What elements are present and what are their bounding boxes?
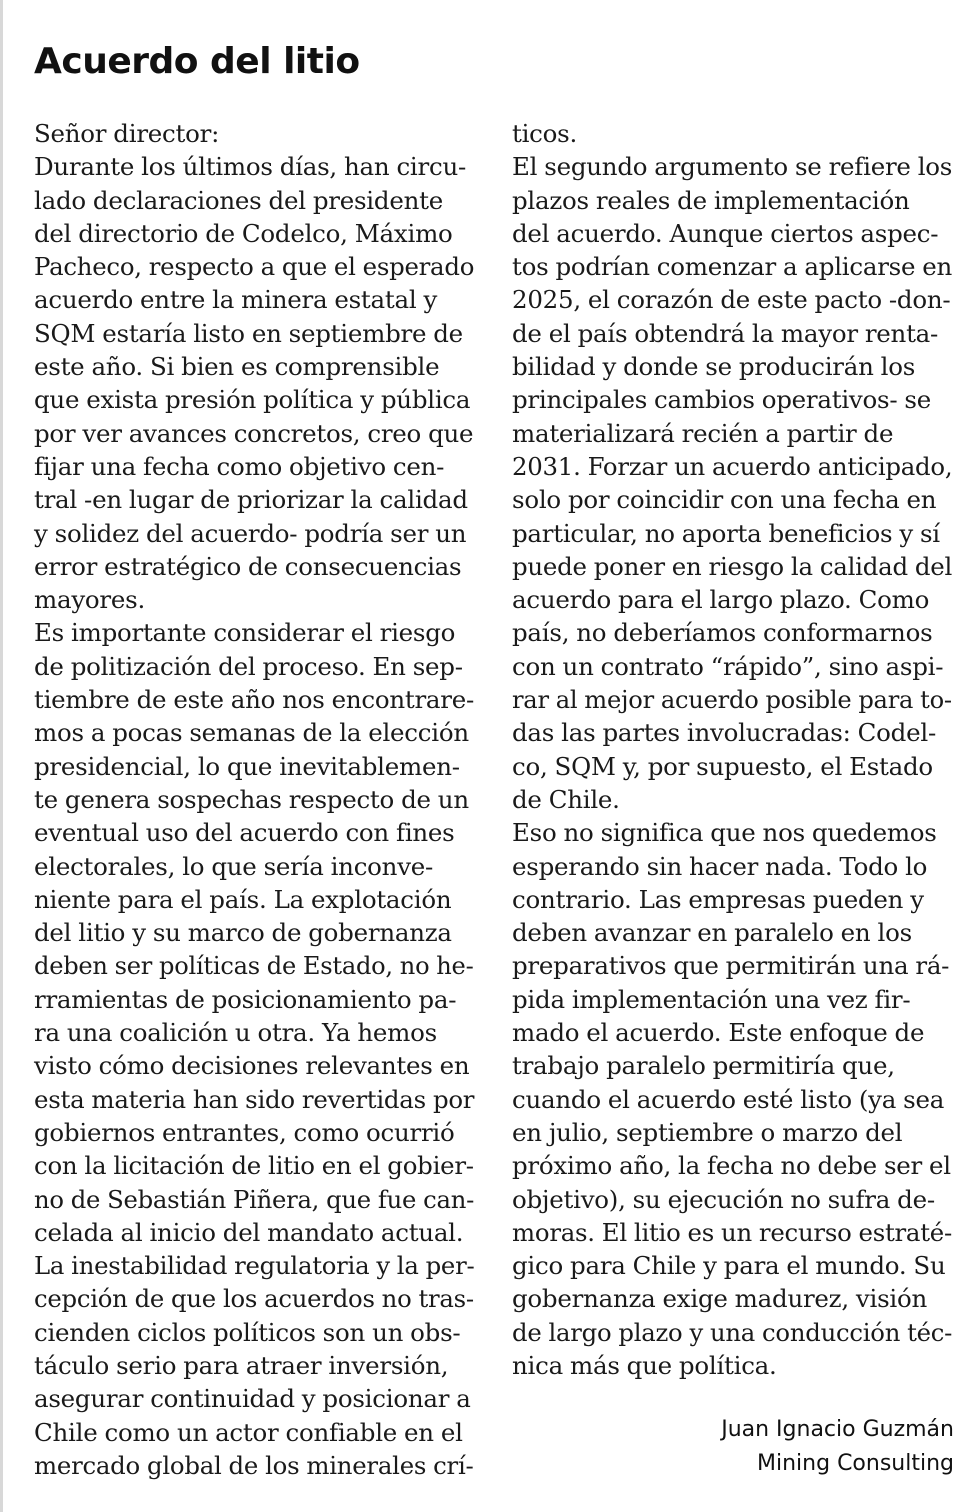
text-line: deben ser políticas de Estado, no he- — [34, 951, 474, 981]
text-line: celada al inicio del mandato actual. — [34, 1217, 464, 1247]
text-line: país, no deberíamos conformarnos — [512, 618, 933, 648]
text-line: rramientas de posicionamiento pa- — [34, 984, 457, 1014]
text-line: del acuerdo. Aunque ciertos aspec- — [512, 218, 939, 248]
text-line: y solidez del acuerdo- podría ser un — [34, 518, 467, 548]
author-affiliation: Mining Consulting — [757, 1451, 954, 1476]
text-line: esta materia han sido revertidas por — [34, 1084, 475, 1114]
text-line: particular, no aporta beneficios y sí — [512, 518, 940, 548]
text-line: próximo año, la fecha no debe ser el — [512, 1151, 951, 1181]
text-line: La inestabilidad regulatoria y la per- — [34, 1251, 475, 1281]
text-line: presidencial, lo que inevitablemen- — [34, 751, 460, 781]
text-line: moras. El litio es un recurso estraté- — [512, 1217, 952, 1247]
text-line: gobernanza exige madurez, visión — [512, 1284, 928, 1314]
text-line: puede poner en riesgo la calidad del — [512, 551, 953, 581]
text-line: electorales, lo que sería inconve- — [34, 851, 434, 881]
text-line: preparativos que permitirán una rá- — [512, 951, 950, 981]
text-line: ticos. — [512, 119, 578, 148]
text-line: acuerdo para el largo plazo. Como — [512, 585, 930, 615]
text-line: error estratégico de consecuencias — [34, 551, 462, 581]
text-line: das las partes involucradas: Codel- — [512, 718, 936, 748]
text-line: materializará recién a partir de — [512, 418, 894, 448]
text-line: trabajo paralelo permitiría que, — [512, 1051, 895, 1081]
text-line: pida implementación una vez fir- — [512, 984, 911, 1014]
text-line: con la licitación de litio en el gobier- — [34, 1151, 474, 1181]
text-line: visto cómo decisiones relevantes en — [34, 1051, 470, 1081]
author-name: Juan Ignacio Guzmán — [721, 1417, 954, 1442]
text-line: esperando sin hacer nada. Todo lo — [512, 851, 928, 881]
text-line: rar al mejor acuerdo posible para to- — [512, 685, 952, 715]
text-line: táculo serio para atraer inversión, — [34, 1350, 449, 1380]
text-line: niente para el país. La explotación — [34, 884, 452, 914]
text-line: este año. Si bien es comprensible — [34, 352, 440, 382]
text-line: cuando el acuerdo esté listo (ya sea — [512, 1084, 945, 1114]
text-line: nica más que política. — [512, 1350, 777, 1380]
text-line: mos a pocas semanas de la elección — [34, 718, 469, 748]
text-line: del litio y su marco de gobernanza — [34, 918, 452, 948]
text-line: por ver avances concretos, creo que — [34, 418, 474, 448]
text-line: te genera sospechas respecto de un — [34, 784, 469, 814]
column-divider — [0, 0, 3, 1512]
text-line: gobiernos entrantes, como ocurrió — [34, 1117, 455, 1147]
text-line: de Chile. — [512, 784, 620, 814]
text-line: cepción de que los acuerdos no tras- — [34, 1284, 474, 1314]
text-line: en julio, septiembre o marzo del — [512, 1117, 903, 1147]
text-line: El segundo argumento se refiere los — [512, 152, 953, 182]
text-line: tral -en lugar de priorizar la calidad — [34, 485, 468, 515]
text-line: Durante los últimos días, han circu- — [34, 152, 467, 182]
letter-body-right-column — [512, 117, 952, 1382]
text-line: plazos reales de implementación — [512, 185, 910, 215]
text-line: fijar una fecha como objetivo cen- — [34, 451, 445, 481]
text-line: gico para Chile y para el mundo. Su — [512, 1251, 946, 1281]
text-line: tiembre de este año nos encontrare- — [34, 685, 475, 715]
text-line: lado declaraciones del presidente — [34, 185, 443, 215]
text-line: de largo plazo y una conducción téc- — [512, 1317, 953, 1347]
text-line: deben avanzar en paralelo en los — [512, 918, 912, 948]
text-line: de politización del proceso. En sep- — [34, 651, 463, 681]
article-title: Acuerdo del litio — [34, 41, 360, 82]
text-line: co, SQM y, por supuesto, el Estado — [512, 751, 933, 781]
text-line: mayores. — [34, 585, 146, 615]
text-line: cienden ciclos políticos son un obs- — [34, 1317, 461, 1347]
text-line: tos podrían comenzar a aplicarse en — [512, 252, 953, 282]
text-line: Señor director: — [34, 119, 220, 148]
text-line: acuerdo entre la minera estatal y — [34, 285, 438, 315]
text-line: SQM estaría listo en septiembre de — [34, 318, 463, 348]
text-line: con un contrato “rápido”, sino aspi- — [512, 651, 944, 681]
text-line: Pacheco, respecto a que el esperado — [34, 252, 475, 282]
text-line: Eso no significa que nos quedemos — [512, 818, 937, 848]
text-line: no de Sebastián Piñera, que fue can- — [34, 1184, 475, 1214]
text-line: mado el acuerdo. Este enfoque de — [512, 1018, 925, 1048]
text-line: solo por coincidir con una fecha en — [512, 485, 937, 515]
text-line: bilidad y donde se producirán los — [512, 352, 916, 382]
text-line: de el país obtendrá la mayor renta- — [512, 318, 939, 348]
text-line: mercado global de los minerales crí- — [34, 1450, 474, 1480]
text-line: Es importante considerar el riesgo — [34, 618, 456, 648]
text-line: que exista presión política y pública — [34, 385, 471, 415]
text-line: contrario. Las empresas pueden y — [512, 884, 924, 914]
text-line: asegurar continuidad y posicionar a — [34, 1384, 471, 1414]
text-line: Chile como un actor confiable en el — [34, 1417, 463, 1447]
text-line: del directorio de Codelco, Máximo — [34, 218, 453, 248]
letter-body-left-column — [34, 117, 474, 1482]
text-line: ra una coalición u otra. Ya hemos — [34, 1018, 437, 1048]
text-line: objetivo), su ejecución no sufra de- — [512, 1184, 935, 1214]
text-line: 2025, el corazón de este pacto -don- — [512, 285, 951, 315]
letter-signature — [721, 1413, 954, 1481]
text-line: 2031. Forzar un acuerdo anticipado, — [512, 451, 953, 481]
text-line: eventual uso del acuerdo con fines — [34, 818, 455, 848]
text-line: principales cambios operativos- se — [512, 385, 931, 415]
